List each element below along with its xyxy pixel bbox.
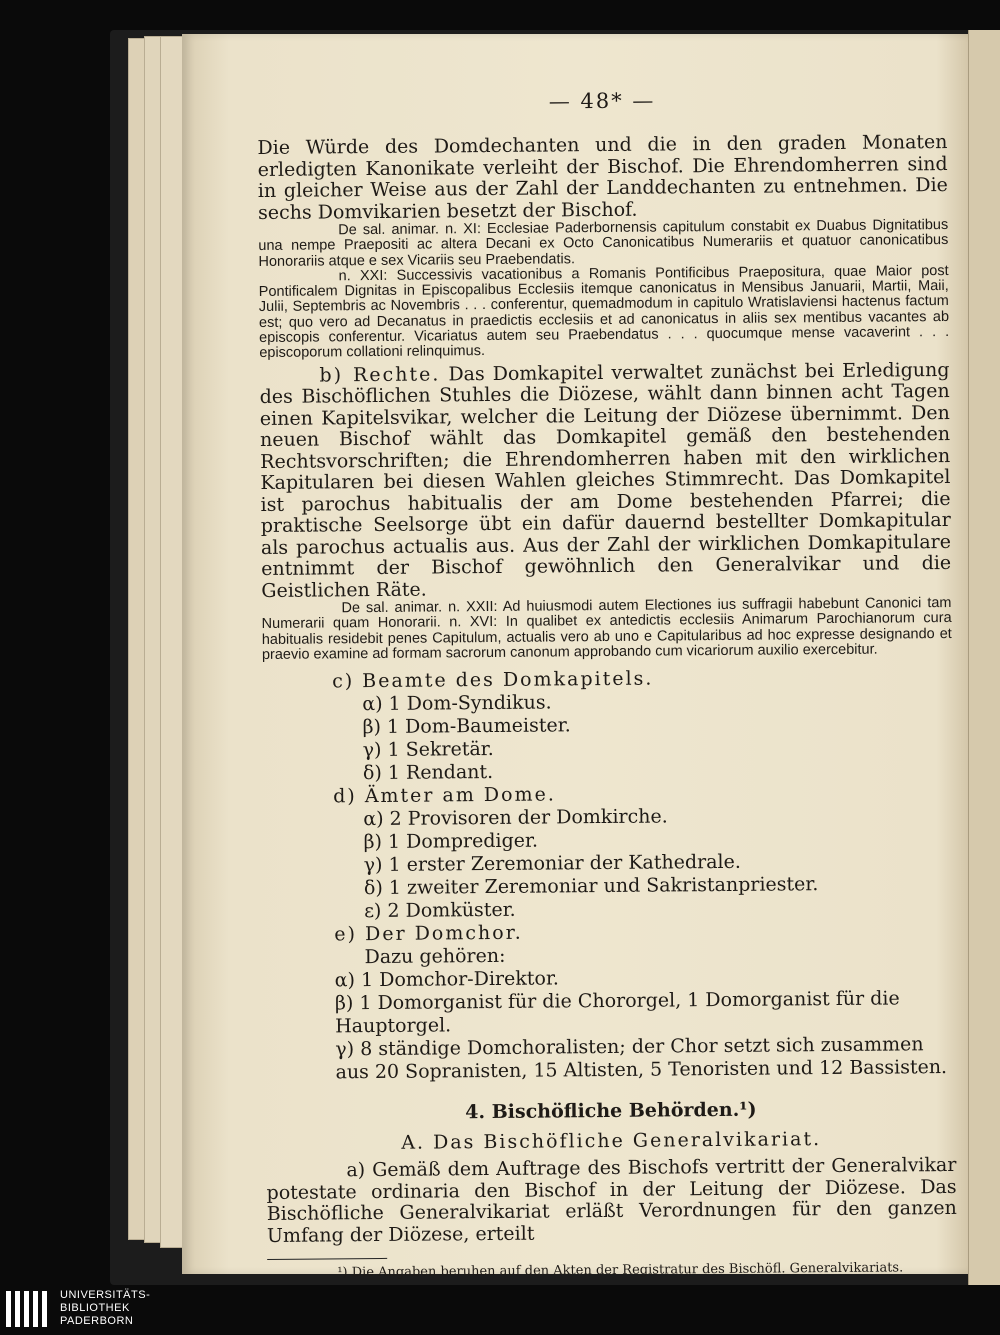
list-item: ε) 2 Domküster.	[364, 899, 516, 923]
list-item: α) 1 Domchor-Direktor.	[334, 967, 560, 992]
list-item: β) 1 Domprediger.	[363, 829, 539, 854]
footnote-divider	[267, 1258, 387, 1260]
list-item: δ) 1 Rendant.	[362, 761, 494, 785]
rights-text: Das Domkapitel verwaltet zunächst bei Erledigung des Bischöflichen Stuhles die Diözese, wählt dann binnen acht Tagen einen Kapitelsvikar, welcher die Leitung der Diözese übernimmt. Den neuen Bischof wählt das Domkapitel gemäß den bestehenden Rechtsvorschriften; die Ehrendomherren haben mit den wirklichen Kapitularen bei diesen Wahlen gleiches Stimmrecht. Das Domkapitel ist parochus habitualis der am Dome bestehenden Pfarrei; die praktische Seelsorge übt ein dafür dauernd bestellter Domkapitular als parochus actualis aus. Aus der Zahl der wirklichen Domkapitulare entnimmt der Bischof gewöhnlich den Generalvikar und die Geistlichen Räte.	[259, 358, 952, 602]
section-c-heading: c) Beamte des Domkapitels.	[332, 667, 654, 693]
latin-quote-2: n. XXI: Successivis vacationibus a Romanis Pontificibus Praepositura, quae Maior post Pontificalem Dignitas in Episcopalibus Ecclesiis itemque canonicatus in Mensibus Januarii, Martii, Maii, Julii, Septembris ac Novembris . . . conferentur, quemadmodum in capitulo Wratislaviensi hactenus factum est; quo vero ad Decanatus in praedictis ecclesiis et ad canonicatus in aliis sex mentibus vacantes ab episcopis conferentur. Vicariatus autem seu Praebendatus . . . quocumque mense vacaverint . . . episcoporum collationi relinquimus.	[258, 262, 950, 362]
latin-quote-1: De sal. animar. n. XI: Ecclesiae Paderbornensis capitulum constabit ex Duabus Dignitatibus una nempe Praepositi ac altera Decani ex Octo Canonicatibus Numerariis et quatuor canonicatibus Honorariis atque e sex Vicariis seu Praebendatis.	[258, 216, 949, 270]
section-d-heading: d) Ämter am Dome.	[333, 783, 556, 808]
list-item: β) 1 Dom-Baumeister.	[362, 714, 571, 739]
library-logo-text: UNIVERSITÄTS- BIBLIOTHEK PADERBORN	[60, 1289, 151, 1327]
paragraph-general-vicariate: a) Gemäß dem Auftrage des Bischofs vertritt der Generalvikar potestate ordinaria den Bischof in der Leitung der Diözese. Das Bischöfliche Generalvikariat erläßt Verordnungen für den ganzen Umfang der Diözese, erteilt	[266, 1154, 957, 1247]
section-4-title: 4. Bischöfliche Behörden.¹)	[465, 1099, 757, 1124]
footnote: ¹) Die Angaben beruhen auf den Akten der Registratur des Bischöfl. Generalvikariats.	[337, 1260, 904, 1281]
list-item: δ) 1 zweiter Zeremoniar und Sakristanpriester.	[363, 873, 819, 900]
library-logo	[2, 1287, 202, 1333]
list-item: γ) 1 Sekretär.	[362, 738, 494, 762]
paragraph-rights	[259, 360, 951, 603]
next-page-edge	[968, 30, 1000, 1285]
list-item: γ) 1 erster Zeremoniar der Kathedrale.	[363, 851, 741, 877]
list-item: α) 1 Dom-Syndikus.	[362, 691, 552, 716]
section-e-heading: e) Der Domchor.	[334, 922, 523, 946]
page-text	[257, 86, 957, 1282]
list-item: β) 1 Domorganist für die Chororgel, 1 Domorganist für die Hauptorgel.	[334, 987, 900, 1038]
list-item: γ) 8 ständige Domchoralisten; der Chor setzt sich zusammen aus 20 Sopranisten, 15 Altisten, 5 Tenoristen und 12 Bassisten.	[335, 1033, 948, 1084]
latin-quote-3: De sal. animar. n. XXII: Ad huiusmodi autem Electiones ius suffragii habebunt Canonici tam Numerarii quam Honorarii. n. XVI: In qualibet ex antedictis ecclesiis Animarum Parochianorum cura habitualis residebit penes Capitulum, actualis vero ab uno e Capitularibus ad hoc expresse designando et praevio examine ad formam sacrorum canonum approbando cum vicariorum auxilio exercebitur.	[261, 595, 952, 664]
paragraph-dean: Die Würde des Domdechanten und die in den graden Monaten erledigten Kanonikate verleiht der Bischof. Die Ehrendomherren sind in gleicher Weise aus der Zahl der Landdechanten zu entnehmen. Die sechs Domvikarien besetzt der Bischof.	[257, 130, 948, 224]
rights-label: b) Rechte.	[319, 363, 441, 387]
book-page	[182, 34, 968, 1281]
list-item: α) 2 Provisoren der Domkirche.	[363, 805, 668, 831]
subsection-a-title: A. Das Bischöfliche Generalvikariat.	[401, 1128, 822, 1155]
library-logo-icon	[4, 1287, 50, 1331]
section-e-intro: Dazu gehören:	[364, 945, 506, 969]
page-number: — 48* —	[548, 88, 656, 114]
